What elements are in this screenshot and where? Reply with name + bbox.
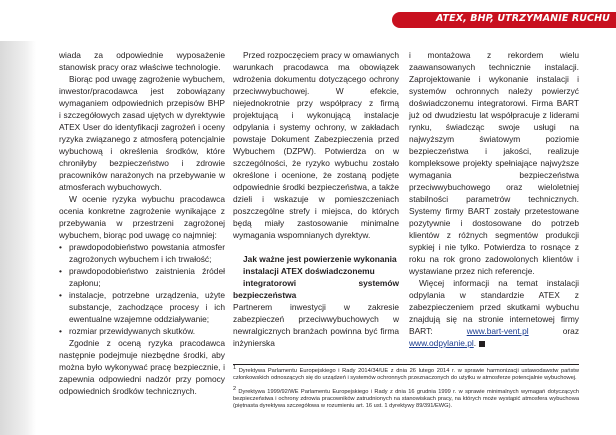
- paragraph: wiada za odpowiednie wyposażenie stanowisk pracy oraz właściwe technologie.: [59, 50, 225, 72]
- page-edge-shadow: [0, 0, 36, 435]
- list-item: • instalacje, potrzebne urządzenia, użyte substancje, zachodzące procesy i ich ewentualne wzajemne oddziaływanie;: [59, 289, 225, 325]
- paragraph: Przed rozpoczęciem pracy w omawianych warunkach pracodawca ma obowiązek wdrożenia dokumentu dotyczącego ochrony przeciwwybuchowej. W efekcie, niejednokrotnie przy współpracy z firmą projektującą i wykonującą instalacje odpylania i systemy ochrony, w zakładach powstaje Dokument Zabezpieczenia przed Wybuchem (DZPW). Potwierdza on w szczególności, że ryzyko wybuchu zostało określone i ocenione, że zostaną podjęte odpowiednie środki bezpieczeństwa, a także dzieli i wskazuje w pomieszczeniach poszczególne strefy i miejsca, do których będą miały zastosowanie minimalne wymagania wspomnianych dyrektyw.: [233, 50, 399, 240]
- text-column-3: [409, 49, 579, 349]
- paragraph: W ocenie ryzyka wybuchu pracodawca ocenia konkretne zagrożenie wynikające z przebywania w przestrzeni zagrożonej wybuchem, biorąc pod uwagę co najmniej:: [59, 194, 225, 240]
- paragraph: Biorąc pod uwagę zagrożenie wybuchem, inwestor/pracodawca jest zobowiązany wymaganiem odpowiednich przepisów BHP i szczegółowych zasad ujętych w dyrektywie ATEX User do identyfikacji zagrożeń i oceny ryzyka związanego z atmosferą potencjalnie wybuchową i określenia środków, które chroniłyby bezpieczeństwo i zdrowie pracowników narażonych na przebywanie w atmosferach wybuchowych.: [59, 74, 225, 192]
- footnote-number: 2: [233, 386, 237, 392]
- section-title: ATEX, BHP, UTRZYMANIE RUCHU: [435, 13, 610, 24]
- end-of-article-mark: [479, 341, 485, 347]
- conjunction: oraz: [562, 326, 580, 336]
- bart-vent-link[interactable]: www.bart-vent.pl: [466, 326, 529, 336]
- paragraph: Partnerem inwestycji w zakresie zabezpieczeń przeciwwybuchowych w newralgicznych branżach powinna być firma inżynierska: [233, 302, 399, 348]
- subheading: [233, 253, 399, 301]
- footnote-text: Dyrektywa Parlamentu Europejskiego i Rady 2014/34/UE z dnia 26 lutego 2014 r. w sprawie harmonizacji ustawodawstw państw członkowskich odnoszących się do urządzeń i systemów ochronnych przeznaczonych do użytku w atmosferze potencjalnie wybuchowej.: [233, 368, 579, 381]
- section-banner: [392, 12, 616, 28]
- paragraph: Zgodnie z oceną ryzyka pracodawca następnie podejmuje niezbędne środki, aby można było wykonywać pracę bezpiecznie, i zapewnia odpowiedni nadzór przy pomocy odpowiednich środków technicznych.: [59, 338, 225, 396]
- paragraph-text: Więcej informacji na temat instalacji odpylania w standardzie ATEX z zabezpieczeniem przed skutkami wybuchu znajdują się na stronie internetowej firmy BART:: [409, 278, 579, 336]
- risk-factors-list: [59, 241, 225, 337]
- paragraph: i montażowa z rekordem wielu zaawansowanych technicznie instalacji. Zaprojektowanie i wykonanie instalacji i systemów ochronnych należy powierzyć doświadczonemu integratorowi. Firma BART już od dwudziestu lat współpracuje z liderami rynku, świadcząc swoje usługi na najwyższym światowym poziomie bezpieczeństwa i jakości, realizuje kompleksowe projekty spełniające najwyższe wymagania bezpieczeństwa przeciwwybuchowego oraz wieloletniej stabilności parametrów technicznych. Systemy firmy BART zostały przetestowane pozytywnie i dostosowane do potrzeb klientów z różnych segmentów produkcji sypkiej i nie tylko. Potwierdza to rosnące z roku na rok grono zadowolonych klientów i wystawiane przez nich referencje.: [409, 50, 579, 276]
- text-column-2: [233, 49, 399, 349]
- subheading-line: instalacji ATEX doświadczonemu: [243, 266, 375, 276]
- subheading-line: Jak ważne jest powierzenie wykonania: [243, 254, 397, 264]
- list-item: • prawdopodobieństwo powstania atmosfer zagrożonych wybuchem i ich trwałość;: [59, 241, 225, 265]
- page-header: [0, 0, 616, 41]
- footnote-2: [233, 386, 579, 410]
- footnote-divider: [233, 364, 579, 365]
- odpylanie-link[interactable]: www.odpylanie.pl: [409, 338, 474, 348]
- list-item: • prawdopodobieństwo zaistnienia źródeł zapłonu;: [59, 265, 225, 289]
- footnote-number: 1: [233, 365, 237, 371]
- period: .: [473, 338, 477, 348]
- list-item: • rozmiar przewidywanych skutków.: [59, 325, 225, 337]
- footnote-text: Dyrektywa 1999/92/WE Parlamentu Europejskiego i Rady z dnia 16 grudnia 1999 r. w sprawie minimalnych wymagań dotyczących bezpieczeństwa i ochrony zdrowia pracowników zatrudnionych na stanowiskach pracy, na których może wystąpić atmosfera wybuchowa (piętnasta dyrektywa szczegółowa w rozumieniu art. 16 ust. 1 dyrektywy 89/391/EWG).: [233, 389, 579, 409]
- footnote-1: [233, 365, 579, 382]
- text-column-1: [59, 49, 225, 397]
- paragraph: [409, 277, 579, 349]
- subheading-line: integratorowi systemów bezpieczeństwa: [233, 278, 399, 300]
